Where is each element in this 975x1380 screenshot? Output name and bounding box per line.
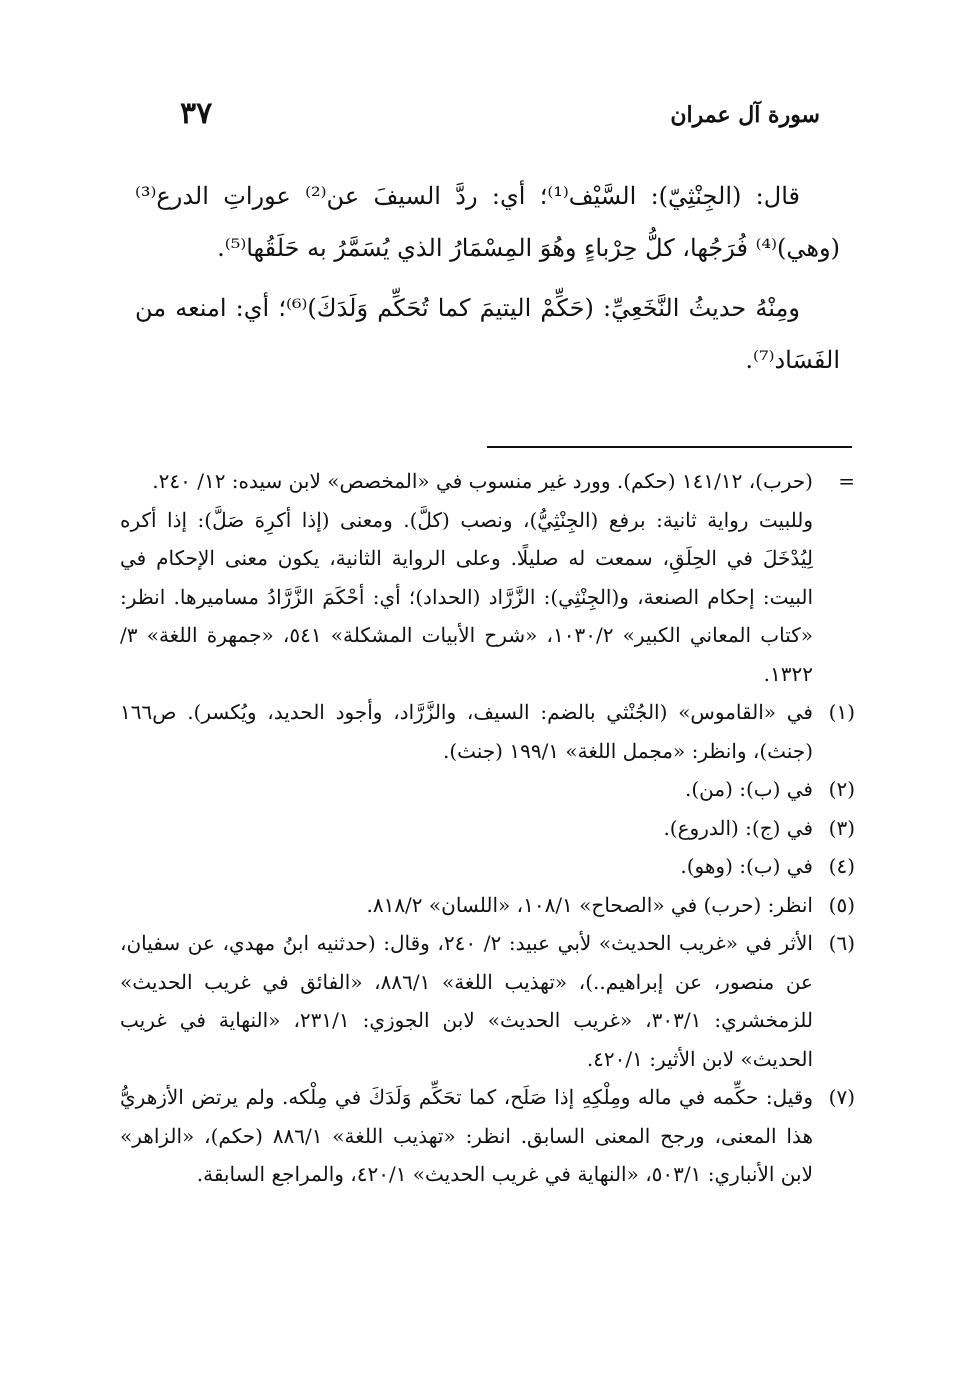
- footnote-text: وقيل: حكِّمه في ماله ومِلْكِهِ إذا صَلَح، كما تحَكِّم وَلَدَكَ في مِلْكه. ولم يرتض الأزهريُّ هذا المعنى، ورجح المعنى السابق. انظر: «تهذيب اللغة» ٨٨٦/١ (حكم)، «الزاهر» لابن الأنباري: ٥٠٣/١، «النهاية في غريب الحديث» ٤٢٠/١، والمراجع السابقة.: [120, 1085, 814, 1186]
- footnote-item: [120, 693, 855, 770]
- footnote-number: (٥): [828, 892, 855, 917]
- footnote-item: [120, 770, 855, 809]
- main-text: [135, 170, 840, 394]
- footnote-continuation: [120, 462, 855, 501]
- footnotes: [120, 462, 855, 1194]
- main-paragraph: ومِنْهُ حديثُ النَّخَعِيِّ: (حَكِّمْ اليتيمَ كما تُحَكِّم وَلَدَكَ)⁽⁶⁾؛ أي: امنعه من الفَسَاد⁽⁷⁾.: [135, 294, 840, 374]
- footnote-text: انظر: (حرب) في «الصحاح» ١٠٨/١، «اللسان» ٨١٨/٢.: [366, 892, 813, 917]
- footnote-number: (٢): [828, 777, 855, 801]
- page-number: ٣٧: [180, 96, 213, 131]
- footnote-text: في (ب): (من).: [684, 777, 813, 801]
- footnote-item: [120, 886, 855, 925]
- footnote-separator: [487, 446, 852, 448]
- footnote-text: (حرب)، ١٤١/١٢ (حكم). وورد غير منسوب في «المخصص» لابن سيده: ١٢/ ٢٤٠.: [152, 469, 813, 493]
- footnote-text: الأثر في «غريب الحديث» لأبي عبيد: ٢/ ٢٤٠، وقال: (حدثنيه ابنُ مهدي، عن سفيان، عن منصور، عن إبراهيم..)، «تهذيب اللغة» ٨٨٦/١، «الفائق في غريب الحديث» للزمخشري: ٣٠٣/١، «غريب الحديث» لابن الجوزي: ٢٣١/١، «النهاية في غريب الحديث» لابن الأثير: ٤٢٠/١.: [120, 931, 813, 1071]
- footnote-item: [120, 847, 855, 886]
- footnote-item: [120, 1078, 855, 1194]
- main-paragraph: قال: (الجِنْثِيّ): السَّيْف⁽¹⁾؛ أي: ردَّ السيفَ عن⁽²⁾ عوراتِ الدرع⁽³⁾ (وهي)⁽⁴⁾ فُرَجُها، كلُّ حِرْباءٍ وهُوَ المِسْمَارُ الذي يُسَمَّرُ به حَلَقُها⁽⁵⁾.: [135, 182, 840, 262]
- footnote-number: (٧): [828, 1085, 855, 1109]
- footnote-text: في (ج): (الدروع).: [663, 815, 813, 840]
- footnote-number: (٤): [828, 854, 855, 878]
- surah-title: سورة آل عمران: [670, 102, 820, 128]
- footnote-number: (١): [828, 700, 855, 724]
- footnote-item: [120, 809, 855, 848]
- footnote-text: في «القاموس» (الجُنْثي بالضم: السيف، والزَّرَّاد، وأجود الحديد، ويُكسر). ص١٦٦ (جنث)، وانظر: «مجمل اللغة» ١٩٩/١ (جنث).: [120, 700, 813, 763]
- footnote-number: (٣): [828, 815, 855, 840]
- page-header: [150, 96, 820, 136]
- footnote-item: [120, 924, 855, 1078]
- footnote-text: في (ب): (وهو).: [680, 854, 813, 878]
- footnote-number: (٦): [828, 931, 855, 955]
- continuation-marker: =: [838, 469, 855, 493]
- footnote-continuation-paragraph: وللبيت رواية ثانية: برفع (الجِنْثِيُّ)، ونصب (كلَّ). ومعنى (إذا أكرِهَ صَلَّ): إذا أكره لِيُدْخَلَ في الحِلَقِ، سمعت له صليلًا. وعلى الرواية الثانية، يكون معنى الإحكام في البيت: إحكام الصنعة، و(الجِنْثِي): الزَّرَّاد (الحداد)؛ أي: أحْكَمَ الزَّرَّادُ مساميرها. انظر: «كتاب المعاني الكبير» ١٠٣٠/٢، «شرح الأبيات المشكلة» ٥٤١، «جمهرة اللغة» ٣/ ١٣٢٢.: [120, 507, 813, 686]
